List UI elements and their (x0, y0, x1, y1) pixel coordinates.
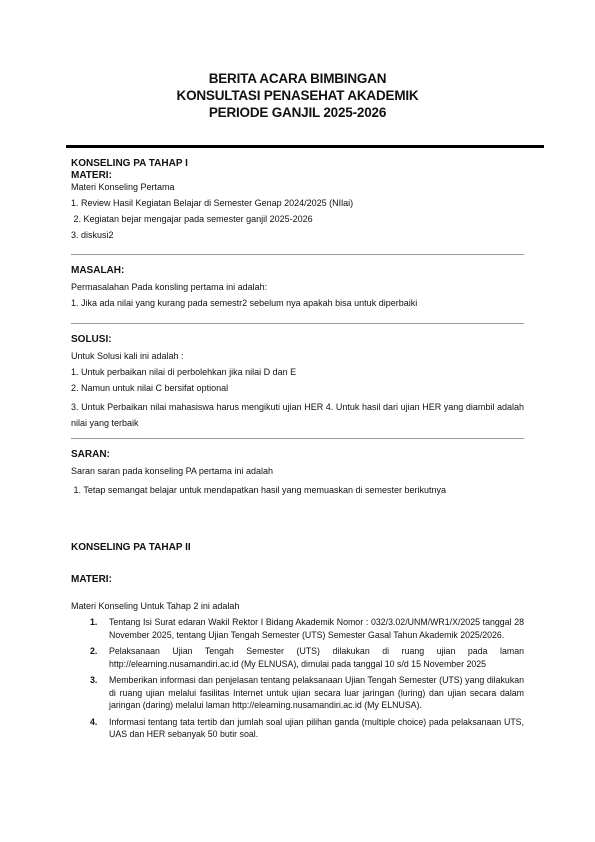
list-text: Pelaksanaan Ujian Tengah Semester (UTS) dilakukan di ruang ujian pada laman http://elearning.nusamandiri.ac.id (My ELNUSA), dimulai pada tanggal 10 s/d 15 November 2025 (109, 646, 524, 669)
divider-2 (71, 323, 524, 324)
list-text: Tentang Isi Surat edaran Wakil Rektor I Bidang Akademik Nomor : 032/3.02/UNM/WR1/X/2025 tanggal 28 November 2025, tentang Ujian Tengah Semester (UTS) Semester Gasal Tahun Akademik 2025/2026. (109, 617, 524, 640)
list-number: 2. (90, 646, 98, 656)
divider-1 (71, 254, 524, 255)
list-number: 4. (90, 716, 98, 727)
tahap1-saran-intro: Saran saran pada konseling PA pertama ini adalah (71, 466, 273, 476)
tahap1-materi-label: MATERI: (71, 170, 112, 181)
tahap1-saran-label: SARAN: (71, 449, 110, 460)
tahap2-materi-label: MATERI: (71, 574, 112, 585)
tahap1-materi-item-3: 3. diskusi2 (71, 230, 114, 240)
tahap1-materi-item-2: 2. Kegiatan bejar mengajar pada semester ganjil 2025-2026 (71, 214, 313, 224)
list-number: 1. (90, 617, 98, 627)
tahap1-masalah-intro: Permasalahan Pada konsling pertama ini adalah: (71, 282, 268, 292)
tahap1-solusi-item-1: 1. Untuk perbaikan nilai di perbolehkan jika nilai D dan E (71, 367, 297, 377)
list-text: Memberikan informasi dan penjelasan tentang pelaksanaan Ujian Tengah Semester (UTS) yang dilakukan di ruang ujian melalui fasilitas Internet untuk ujian secara luar jaringan (luring) dan ujian secara dalam jaringan (daring) melalui laman http://elearning.nusamandiri.ac.id (My ELNUSA). (109, 675, 524, 710)
tahap1-solusi-item-3: 3. Untuk Perbaikan nilai mahasiswa harus mengikuti ujian HER 4. Untuk hasil dari ujian HER yang diambil adalah nilai yang terbaik (71, 402, 524, 428)
title-line-1: BERITA ACARA BIMBINGAN (208, 71, 387, 86)
title-line-3: PERIODE GANJIL 2025-2026 (208, 105, 387, 120)
tahap2-materi-intro: Materi Konseling Untuk Tahap 2 ini adalah (71, 601, 240, 611)
title-line-2: KONSULTASI PENASEHAT AKADEMIK (176, 88, 419, 103)
tahap1-masalah-item-1: 1. Jika ada nilai yang kurang pada semestr2 sebelum nya apakah bisa untuk diperbaiki (71, 298, 418, 308)
document-title (0, 70, 595, 121)
tahap1-solusi-label: SOLUSI: (71, 334, 112, 345)
list-item (71, 645, 524, 670)
tahap1-section (71, 158, 524, 182)
tahap1-saran-item-1: 1. Tetap semangat belajar untuk mendapatkan hasil yang memuaskan di semester berikutnya (71, 485, 447, 495)
list-item (71, 674, 524, 712)
tahap1-solusi-item-2: 2. Namun untuk nilai C bersifat optional (71, 383, 229, 393)
list-item (71, 716, 524, 741)
divider-3 (71, 438, 524, 439)
list-item (71, 616, 524, 641)
tahap2-heading: KONSELING PA TAHAP II (71, 542, 191, 553)
tahap1-heading: KONSELING PA TAHAP I (71, 158, 188, 169)
title-divider (66, 145, 544, 148)
tahap1-materi-item-1: 1. Review Hasil Kegiatan Belajar di Semester Genap 2024/2025 (NIlai) (71, 198, 354, 208)
list-text: Informasi tentang tata tertib dan jumlah soal ujian pilihan ganda (multiple choice) pada pelaksanaan UTS, UAS dan HER sebanyak 50 butir soal. (109, 716, 524, 739)
tahap1-materi-intro: Materi Konseling Pertama (71, 182, 175, 192)
tahap1-solusi-intro: Untuk Solusi kali ini adalah : (71, 351, 184, 361)
tahap2-materi-list (71, 616, 524, 745)
list-number: 3. (90, 675, 98, 685)
tahap1-masalah-label: MASALAH: (71, 265, 125, 276)
